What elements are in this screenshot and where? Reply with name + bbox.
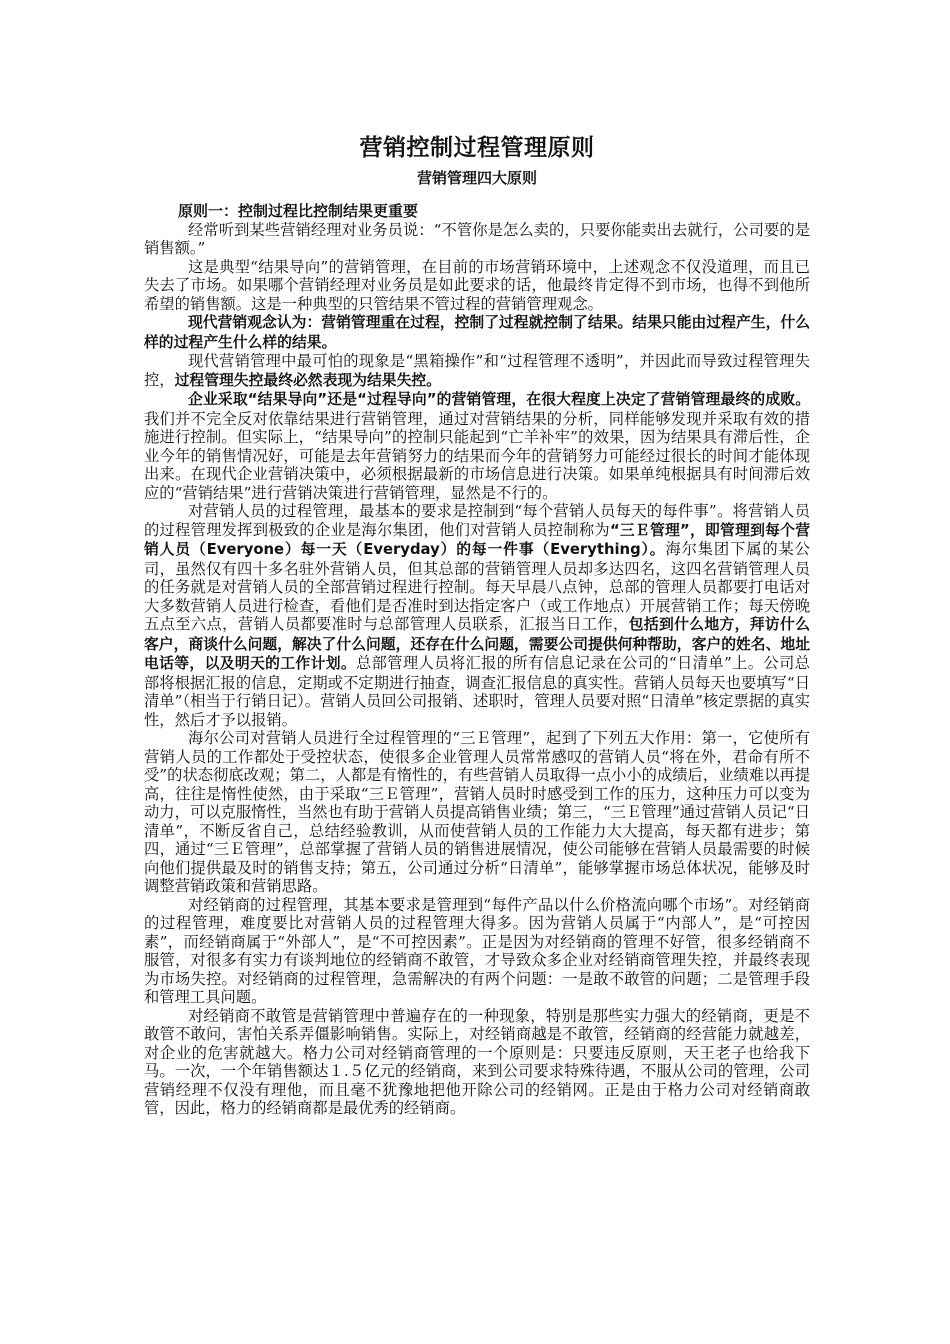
text-run: 海尔集团下属的某公司，虽然仅有四十多名驻外营销人员，但其总部的营销管理人员却多达四名，这四名营销管理人员的任务就是对营销人员的全部营销过程进行控制。每天早晨八点钟，总部的管理人员都要打电话对大多数营销人员进行检查，看他们是否准时到达指定客户（或工作地点）开展营销工作；每天傍晚五点至六点，营销人员都要准时与总部管理人员联系，汇报当日工作， <box>144 540 810 633</box>
text-run: 这是典型“结果导向”的营销管理，在目前的市场营销环境中，上述观念不仅没道理，而且已失去了市场。如果哪个营销经理对业务员是如此要求的话，他最终肯定得不到市场，也得不到他所希望的销售额。这是一种典型的只管结果不管过程的营销管理观念。 <box>144 257 810 313</box>
body-paragraph <box>144 1007 810 1118</box>
principle-heading: 原则一：控制过程比控制结果更重要 <box>178 202 419 220</box>
text-run: 经常听到某些营销经理对业务员说：“不管你是怎么卖的，只要你能卖出去就行，公司要的是销售额。” <box>144 220 810 257</box>
bold-text-run: 现代营销观念认为：营销管理重在过程，控制了过程就控制了结果。结果只能由过程产生，什么样的过程产生什么样的结果。 <box>144 314 810 351</box>
bold-text-run: 企业采取“结果导向”还是“过程导向”的营销管理，在很大程度上决定了营销管理最终的成败。 <box>188 391 810 408</box>
bold-text-run: 过程管理失控最终必然表现为结果失控。 <box>174 371 441 389</box>
text-run: 我们并不完全反对依靠结果进行营销管理，通过对营销结果的分析，同样能够发现并采取有效的措施进行控制。但实际上，“结果导向”的控制只能起到“亡羊补牢”的效果，因为结果具有滞后性，企业今年的销售情况好，可能是去年营销努力的结果而今年的营销努力可能经过很长的时间才能体现出来。在现代企业营销决策中，必须根据最新的市场信息进行决策。如果单纯根据具有时间滞后效应的“营销结果”进行营销决策进行营销管理，显然是不行的。 <box>144 409 810 502</box>
document-title: 营销控制过程管理原则 <box>359 135 595 161</box>
body-paragraph <box>144 221 810 258</box>
body-paragraph <box>144 352 810 390</box>
text-run: 海尔公司对营销人员进行全过程管理的“三Ｅ管理”，起到了下列五大作用：第一，它使所有营销人员的工作都处于受控状态，使很多企业管理人员常常感叹的营销人员“将在外，君命有所不受”的状态彻底改观；第二，人都是有惰性的，有些营销人员取得一点小小的成绩后，业绩难以再提高，往往是惰性使然，由于采取“三Ｅ管理”，营销人员时时感受到工作的压力，这种压力可以变为动力，可以克服惰性，当然也有助于营销人员提高销售业绩；第三，“三Ｅ管理”通过营销人员记“日清单”，不断反省自己，总结经验教训，从而使营销人员的工作能力大大提高，每天都有进步；第四，通过“三Ｅ管理”，总部掌握了营销人员的销售进展情况，使公司能够在营销人员最需要的时候向他们提供最及时的销售支持；第五，公司通过分析“日清单”，能够掌握市场总体状况，能够及时调整营销政策和营销思路。 <box>144 729 810 895</box>
document-page <box>144 128 810 1118</box>
text-run: 对经销商的过程管理，其基本要求是管理到“每件产品以什么价格流向哪个市场”。对经销商的过程管理，难度要比对营销人员的过程管理大得多。因为营销人员属于“内部人”，是“可控因素”，而经销商属于“外部人”，是“不可控因素”。正是因为对经销商的管理不好管，很多经销商不服管，对很多有实力有谈判地位的经销商不敢管，才导致众多企业对经销商管理失控，并最终表现为市场失控。对经销商的过程管理，急需解决的有两个问题：一是敢不敢管的问题；二是管理手段和管理工具问题。 <box>144 895 810 1006</box>
body-paragraph <box>144 390 810 502</box>
body-paragraph <box>144 313 810 352</box>
text-run: 现代营销管理中最可怕的现象是“黑箱操作”和“过程管理不透明”，并因此而导致过程管理失控， <box>144 352 810 389</box>
text-run: 对经销商不敢管是营销管理中普遍存在的一种现象，特别是那些实力强大的经销商，更是不敢管不敢问，害怕关系弄僵影响销售。实际上，对经销商越是不敢管，经销商的经营能力就越差，对企业的危害就越大。格力公司对经销商管理的一个原则是：只要违反原则，天王老子也给我下马。一次，一个年销售额达１.５亿元的经销商，来到公司要求特殊待遇，不服从公司的管理，公司营销经理不仅没有理他，而且毫不犹豫地把他开除公司的经销网。正是由于格力公司对经销商敢管，因此，格力的经销商都是最优秀的经销商。 <box>144 1006 810 1117</box>
text-run: 总部管理人员将汇报的所有信息记录在公司的“日清单”上。公司总部将根据汇报的信息，定期或不定期进行抽查，调查汇报信息的真实性。营销人员每天也要填写“日清单”（相当于行销日记）。营销人员回公司报销、述职时，管理人员要对照“日清单”核定票据的真实性，然后才予以报销。 <box>144 654 810 729</box>
text-run: 对营销人员的过程管理，最基本的要求是控制到“每个营销人员每天的每件事”。将营销人员的过程管理发挥到极致的企业是海尔集团，他们对营销人员控制称为 <box>144 502 810 539</box>
body-paragraph <box>144 896 810 1007</box>
bold-text-run: “三Ｅ管理”，即管理到每个营销人员（Everyone）每一天（Everyday）的每一件事（Everything）。 <box>144 521 810 558</box>
bold-text-run: 包括到什么地方，拜访什么客户，商谈什么问题，解决了什么问题，还存在什么问题，需要公司提供何种帮助，客户的姓名、地址电话等，以及明天的工作计划。 <box>144 616 810 672</box>
body-paragraph <box>144 502 810 729</box>
body-paragraph <box>144 729 810 896</box>
document-subtitle: 营销管理四大原则 <box>416 169 537 187</box>
document-body <box>144 221 810 1118</box>
body-paragraph <box>144 258 810 314</box>
